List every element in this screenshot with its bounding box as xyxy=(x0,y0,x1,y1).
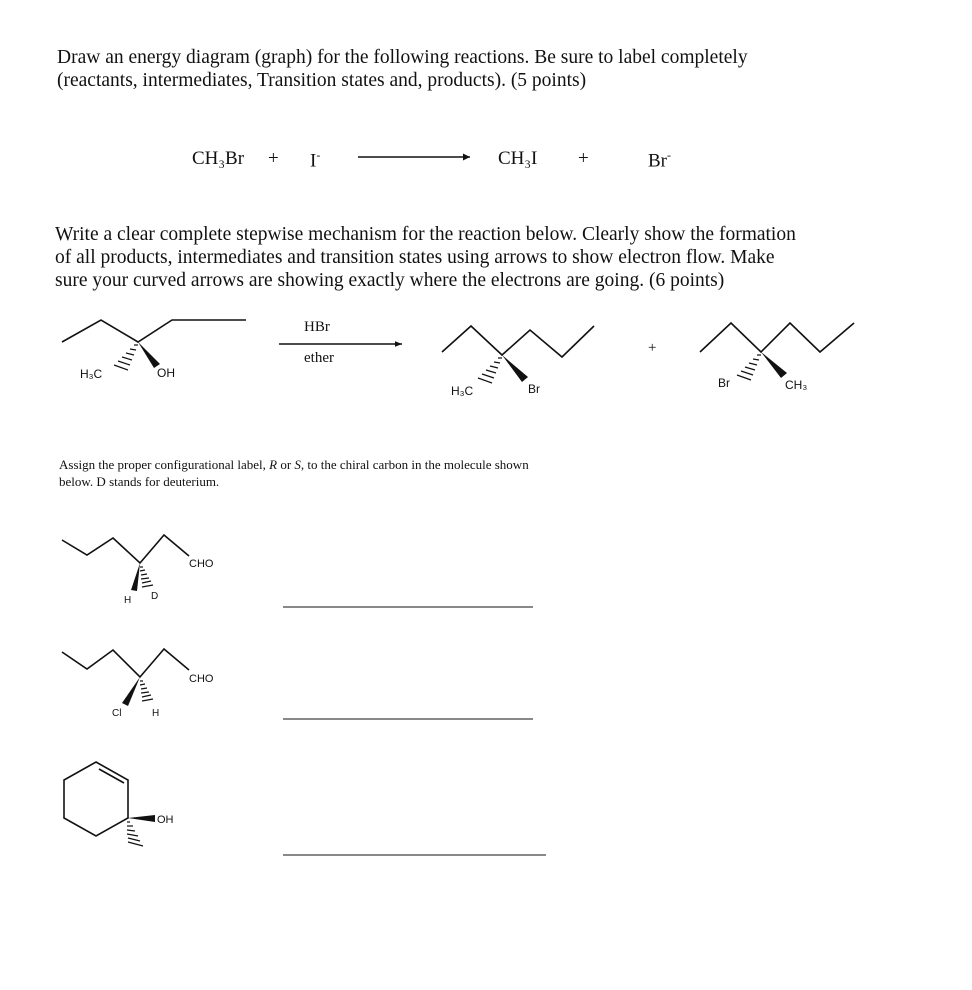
q3-m2-skeleton xyxy=(62,649,189,677)
q3-m2-h-label: H xyxy=(152,708,160,719)
q1-prompt-line-2: (reactants, intermediates, Transition states and, products). (5 points) xyxy=(57,70,587,91)
q2-prompt-line-1: Write a clear complete stepwise mechanism for the reaction below. Clearly show the formation xyxy=(55,224,796,245)
q1-product-ch3i: CH₃I xyxy=(498,148,538,169)
q3-prompt-line-1: Assign the proper configurational label, R or S, to the chiral carbon in the molecule shown xyxy=(59,457,529,472)
q2-reagent-ether: ether xyxy=(304,350,334,366)
q1-prompt-line-1: Draw an energy diagram (graph) for the following reactions. Be sure to label completely xyxy=(57,47,748,68)
q1-iodide-charge: - xyxy=(316,148,321,162)
q3-m2-hashed-h xyxy=(140,681,153,701)
q1-plus-1: + xyxy=(268,148,279,169)
q3-molecule-3 xyxy=(64,762,174,846)
q2-product1-methyl-label: H₃C xyxy=(451,384,474,398)
q2-reactant-skeleton xyxy=(62,320,246,342)
q3-m3-hashed-bond xyxy=(127,822,143,846)
q2-reagent-hbr: HBr xyxy=(304,319,330,335)
q3-m2-cho-label: CHO xyxy=(189,673,214,685)
q3-m1-hashed-d xyxy=(140,567,153,587)
q2-prompt-line-3: sure your curved arrows are showing exactly where the electrons are going. (6 points) xyxy=(55,270,725,291)
q2-product2-structure xyxy=(700,323,854,392)
q3-m1-h-label: H xyxy=(124,595,132,606)
q2-reactant-methyl-label: H₃C xyxy=(80,367,103,381)
q2-product1-br-label: Br xyxy=(528,382,540,396)
q3-m1-cho-label: CHO xyxy=(189,558,214,570)
q3-label-r: R xyxy=(269,457,278,472)
q3-m1-wedge-h xyxy=(131,563,140,591)
q2-product2-br-label: Br xyxy=(718,376,730,390)
q2-product2-hashed-bond xyxy=(737,355,761,380)
q2-reactant-hashed-bond xyxy=(114,345,138,370)
q3-label-s: S xyxy=(294,457,301,472)
q3-m2-cl-label: Cl xyxy=(112,708,122,719)
q2-reactant-structure xyxy=(62,320,246,381)
q1-reactant-iodide: I- xyxy=(310,148,321,172)
q3-m3-wedge-oh xyxy=(128,815,155,822)
q2-prompt-line-2: of all products, intermediates and transition states using arrows to show electron flow. Make xyxy=(55,247,775,268)
q2-reactant-wedge-bond xyxy=(138,342,160,368)
q2-products-plus: + xyxy=(648,340,657,356)
q3-m3-oh-label: OH xyxy=(157,814,174,826)
q1-reactant-ch3br: CH₃Br xyxy=(192,148,245,169)
q2-reactant-oh-label: OH xyxy=(157,366,175,380)
q2-product1-wedge-bond xyxy=(502,355,528,382)
q2-product2-skeleton xyxy=(700,323,854,352)
q1-product-bromide: Br- xyxy=(648,148,671,172)
q2-product1-structure xyxy=(442,326,594,398)
q3-molecule-1 xyxy=(62,535,214,606)
q2-product2-methyl-label: CH₃ xyxy=(785,378,808,392)
q2-product1-hashed-bond xyxy=(478,358,502,383)
q3-prompt-line-2: below. D stands for deuterium. xyxy=(59,474,220,489)
q3-m1-skeleton xyxy=(62,535,189,563)
q2-product1-skeleton xyxy=(442,326,594,357)
q3-m1-d-label: D xyxy=(151,591,159,602)
q3-m3-ring xyxy=(64,762,128,836)
q3-molecule-2 xyxy=(62,649,214,719)
q3-m2-wedge-cl xyxy=(122,677,140,706)
q1-plus-2: + xyxy=(578,148,589,169)
q1-bromide-charge: - xyxy=(667,148,671,162)
q2-product2-wedge-bond xyxy=(761,352,787,378)
